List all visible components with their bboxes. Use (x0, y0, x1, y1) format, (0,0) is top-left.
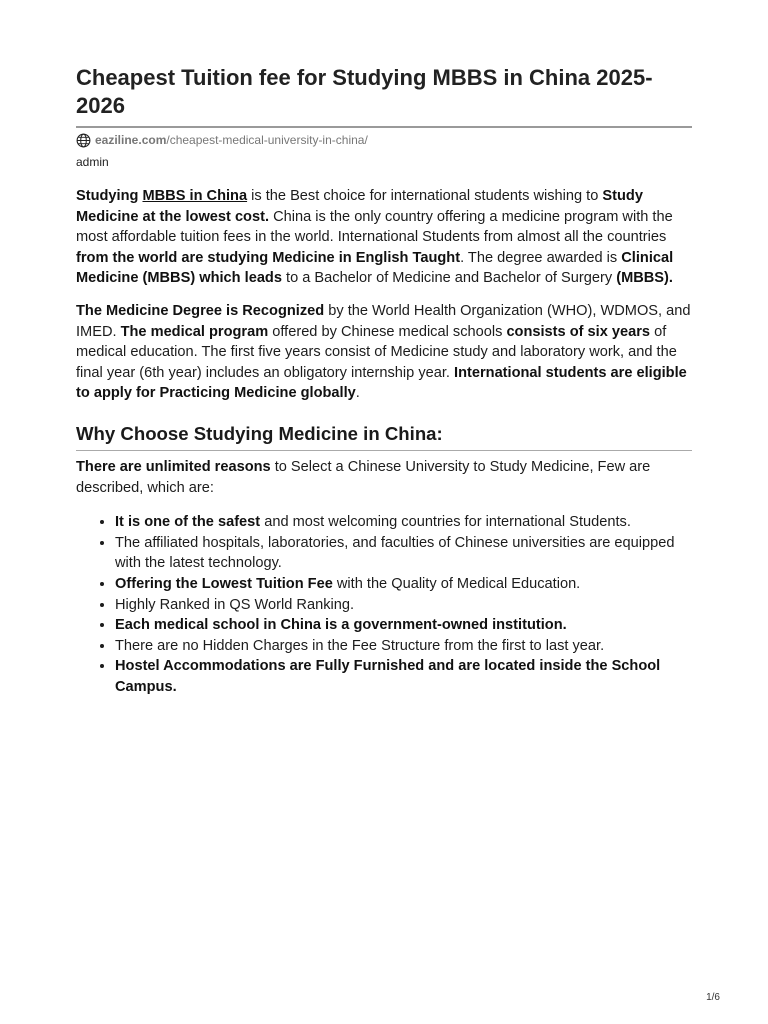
source-domain[interactable]: eaziline.com (95, 133, 167, 147)
list-item (115, 574, 692, 595)
source-path[interactable]: /cheapest-medical-university-in-china/ (166, 133, 368, 147)
list-item-bold: Hostel Accommodations are Fully Furnished and are located inside the School Campus. (115, 658, 661, 695)
source-line (76, 132, 692, 148)
degree-bold: International students are eligible to apply for Practicing Medicine globally (76, 364, 687, 402)
intro-text: Studying (76, 188, 143, 204)
author-name: admin (76, 155, 109, 169)
intro-text: to a Bachelor of Medicine and Bachelor of Surgery (281, 270, 617, 287)
title-divider (76, 126, 692, 128)
reasons-list (76, 512, 692, 697)
globe-icon (76, 133, 91, 148)
list-item (115, 533, 692, 574)
mbbs-in-china-link[interactable]: MBBS in China (142, 188, 248, 204)
intro-bold: from the world are studying Medicine in English Taught (76, 249, 461, 266)
reasons-lead-bold: There are unlimited reasons (76, 458, 271, 475)
page-title: Cheapest Tuition fee for Studying MBBS in China 2025-2026 (76, 65, 653, 118)
reasons-lead (76, 457, 692, 498)
list-item (115, 615, 692, 636)
list-item-text: and most welcoming countries for international Students. (260, 514, 631, 531)
list-item (115, 636, 692, 657)
degree-bold: The Medicine Degree is Recognized (76, 302, 325, 319)
list-item (115, 512, 692, 533)
list-item-text: with the Quality of Medical Education. (332, 575, 581, 592)
list-item-bold: Each medical school in China is a government-owned institution. (115, 617, 567, 634)
section-heading: Why Choose Studying Medicine in China: (76, 422, 443, 444)
reasons-lead-text: to Select a Chinese University to Study Medicine, Few are described, which are: (76, 458, 651, 496)
section-divider (76, 450, 692, 451)
list-item-bold: It is one of the safest (115, 514, 261, 531)
list-item (115, 595, 692, 616)
degree-text: by the World Health Organization (WHO), WDMOS, and IMED. (76, 302, 691, 340)
degree-bold: The medical program (120, 323, 269, 340)
degree-paragraph (76, 301, 692, 404)
intro-bold: (MBBS). (616, 270, 673, 287)
degree-bold: consists of six years (506, 323, 651, 340)
intro-text: China is the only country offering a medicine program with the most affordable tuition fees in the world. International Students from almost all the countries (76, 208, 673, 246)
degree-text: . (355, 385, 360, 402)
page-number: 1/6 (706, 992, 720, 1003)
intro-paragraph (76, 186, 692, 289)
list-item-text: Highly Ranked in QS World Ranking. (115, 596, 355, 613)
list-item-text: The affiliated hospitals, laboratories, and faculties of Chinese universities are equipped with the latest technology. (115, 534, 675, 572)
degree-text: offered by Chinese medical schools (268, 323, 507, 340)
intro-text: is the Best choice for international students wishing to (247, 188, 603, 204)
list-item-text: There are no Hidden Charges in the Fee Structure from the first to last year. (115, 637, 605, 654)
intro-bold: Study Medicine at the lowest cost. (76, 188, 643, 225)
intro-bold: Clinical Medicine (MBBS) which leads (76, 249, 674, 287)
list-item-bold: Offering the Lowest Tuition Fee (115, 575, 333, 592)
degree-text: of medical education. The first five years consist of Medicine study and laboratory work, and the final year (6th year) includes an obligatory internship year. (76, 323, 677, 381)
document-page (76, 64, 692, 697)
intro-text: . The degree awarded is (460, 249, 622, 266)
list-item (115, 656, 692, 697)
